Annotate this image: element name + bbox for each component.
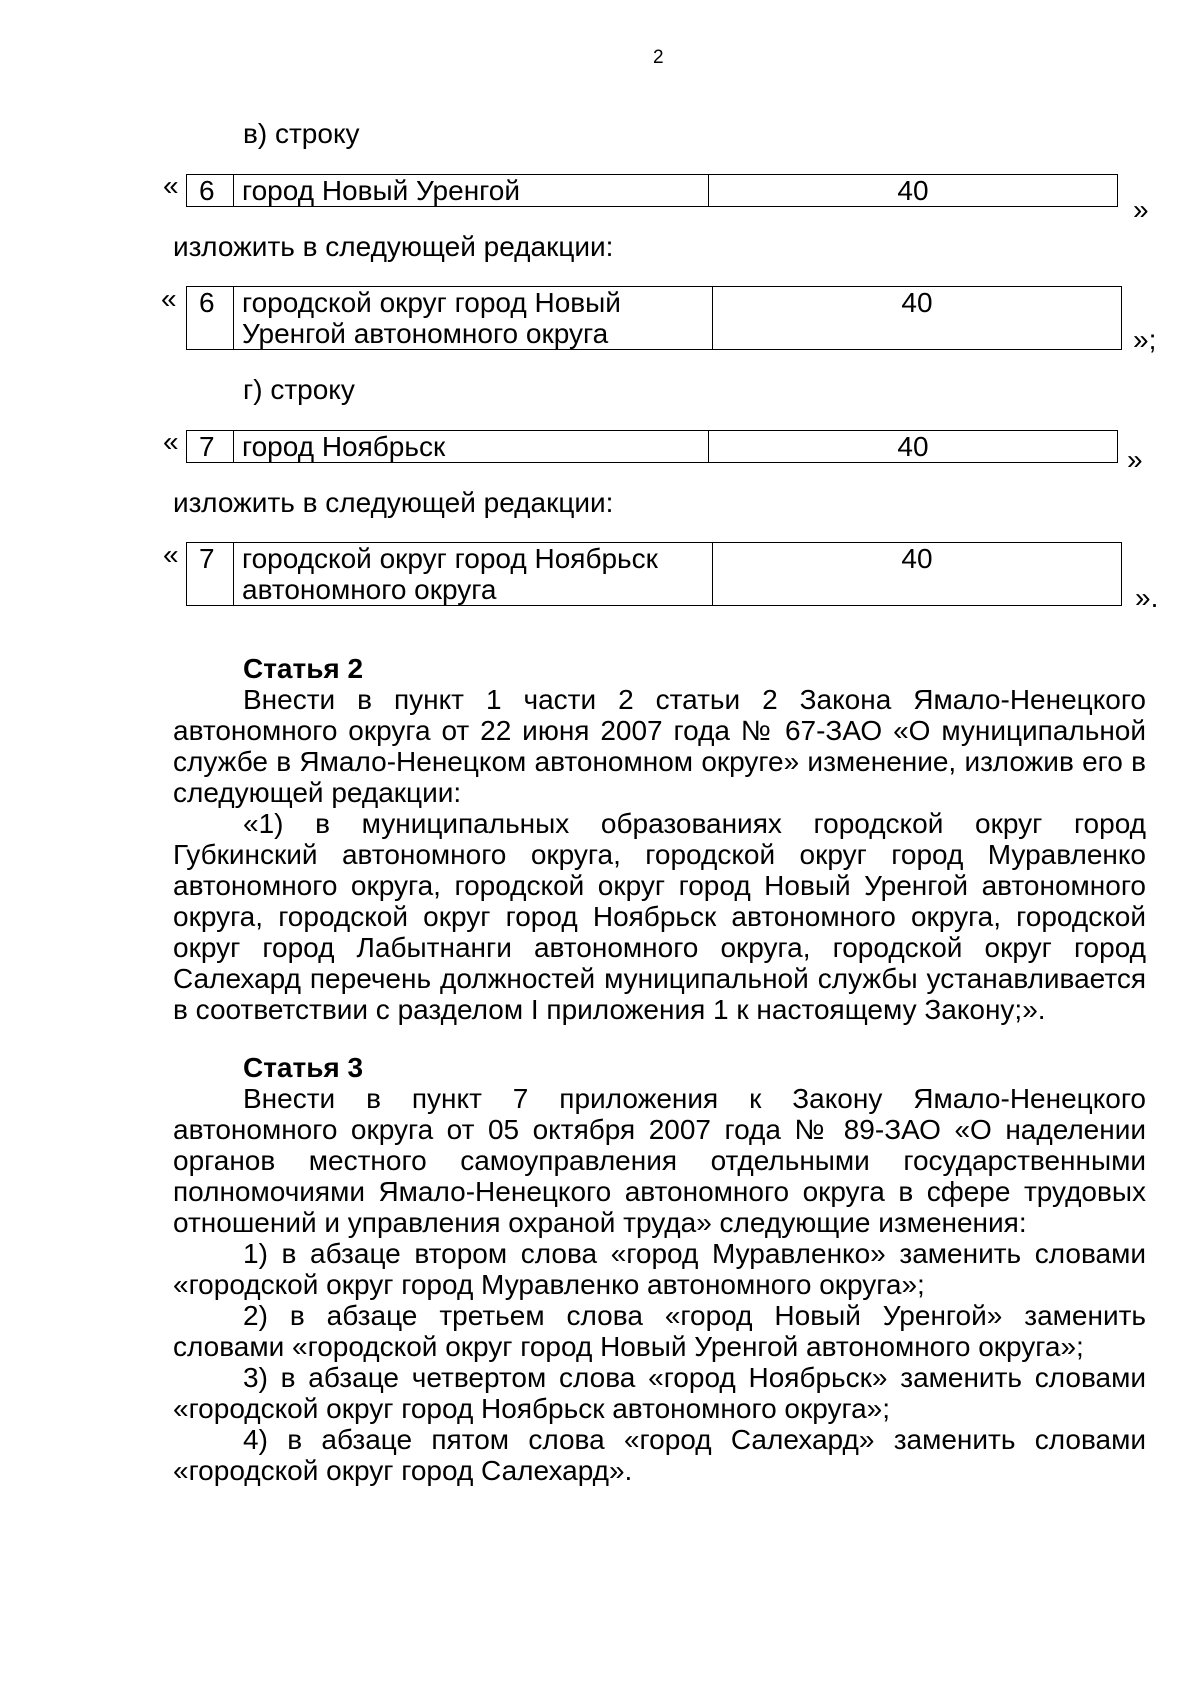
row-name: [234, 543, 713, 606]
item-g-label: г) строку: [243, 374, 355, 405]
quote-close: »: [1127, 444, 1143, 475]
intro-text: изложить в следующей редакции:: [173, 487, 614, 518]
row-name: город Новый Уренгой: [234, 175, 709, 207]
row-name: [234, 287, 713, 350]
row-value: 40: [709, 431, 1118, 463]
item-v-label: в) строку: [243, 118, 360, 149]
new-row-7-table: [186, 542, 1122, 606]
article-3-heading: Статья 3: [243, 1052, 364, 1083]
quote-close: ».: [1135, 582, 1159, 613]
row-number: 7: [187, 431, 234, 463]
article-2-paragraph-1: Внести в пункт 1 части 2 статьи 2 Закона Ямало-Ненецкого автономного округа от 22 июня 2007 года № 67-ЗАО «О муниципальной службе в Ямало-Ненецком автономном округе» изменение, изложив его в следующей редакции:: [173, 684, 1146, 808]
quote-open: «: [163, 426, 179, 457]
row-value: 40: [713, 543, 1122, 606]
row-value: 40: [709, 175, 1118, 207]
row-name: город Ноябрьск: [234, 431, 709, 463]
intro-text: изложить в следующей редакции:: [173, 231, 614, 262]
row-value: 40: [713, 287, 1122, 350]
quote-open: «: [161, 283, 177, 314]
row-name-line2: автономного округа: [242, 574, 497, 605]
quote-close: »;: [1133, 324, 1157, 355]
article-3-paragraph-1: Внести в пункт 7 приложения к Закону Ямало-Ненецкого автономного округа от 05 октября 2007 года № 89-ЗАО «О наделении органов местного самоуправления отдельными государственными полномочиями Ямало-Ненецкого автономного округа в сфере трудовых отношений и управления охраной труда» следующие изменения:: [173, 1083, 1146, 1238]
quote-open: «: [163, 170, 179, 201]
article-3-item-4: 4) в абзаце пятом слова «город Салехард» заменить словами «городской округ город Салехард».: [173, 1424, 1146, 1486]
article-2: [173, 653, 1146, 1025]
old-row-6-table: [186, 174, 1118, 207]
old-row-7-table: [186, 430, 1118, 463]
quote-open: «: [163, 539, 179, 570]
row-number: 7: [187, 543, 234, 606]
page-number: 2: [653, 47, 664, 68]
row-name-line2: Уренгой автономного округа: [242, 318, 609, 349]
new-row-6-table: [186, 286, 1122, 350]
article-2-heading: Статья 2: [243, 653, 364, 684]
article-2-paragraph-2: «1) в муниципальных образованиях городской округ город Губкинский автономного округа, городской округ город Муравленко автономного округа, городской округ город Новый Уренгой автономного округа, городской округ город Ноябрьск автономного округа, городской округ город Лабытнанги автономного округа, городской округ город Салехард перечень должностей муниципальной службы устанавливается в соответствии с разделом I приложения 1 к настоящему Закону;».: [173, 808, 1146, 1025]
row-name-line1: городской округ город Новый: [242, 287, 621, 318]
article-3: [173, 1052, 1146, 1486]
row-number: 6: [187, 287, 234, 350]
row-name-line1: городской округ город Ноябрьск: [242, 543, 658, 574]
quote-close: »: [1133, 194, 1149, 225]
article-3-item-1: 1) в абзаце втором слова «город Муравленко» заменить словами «городской округ город Муравленко автономного округа»;: [173, 1238, 1146, 1300]
row-number: 6: [187, 175, 234, 207]
article-3-item-3: 3) в абзаце четвертом слова «город Ноябрьск» заменить словами «городской округ город Ноябрьск автономного округа»;: [173, 1362, 1146, 1424]
article-3-item-2: 2) в абзаце третьем слова «город Новый Уренгой» заменить словами «городской округ город Новый Уренгой автономного округа»;: [173, 1300, 1146, 1362]
